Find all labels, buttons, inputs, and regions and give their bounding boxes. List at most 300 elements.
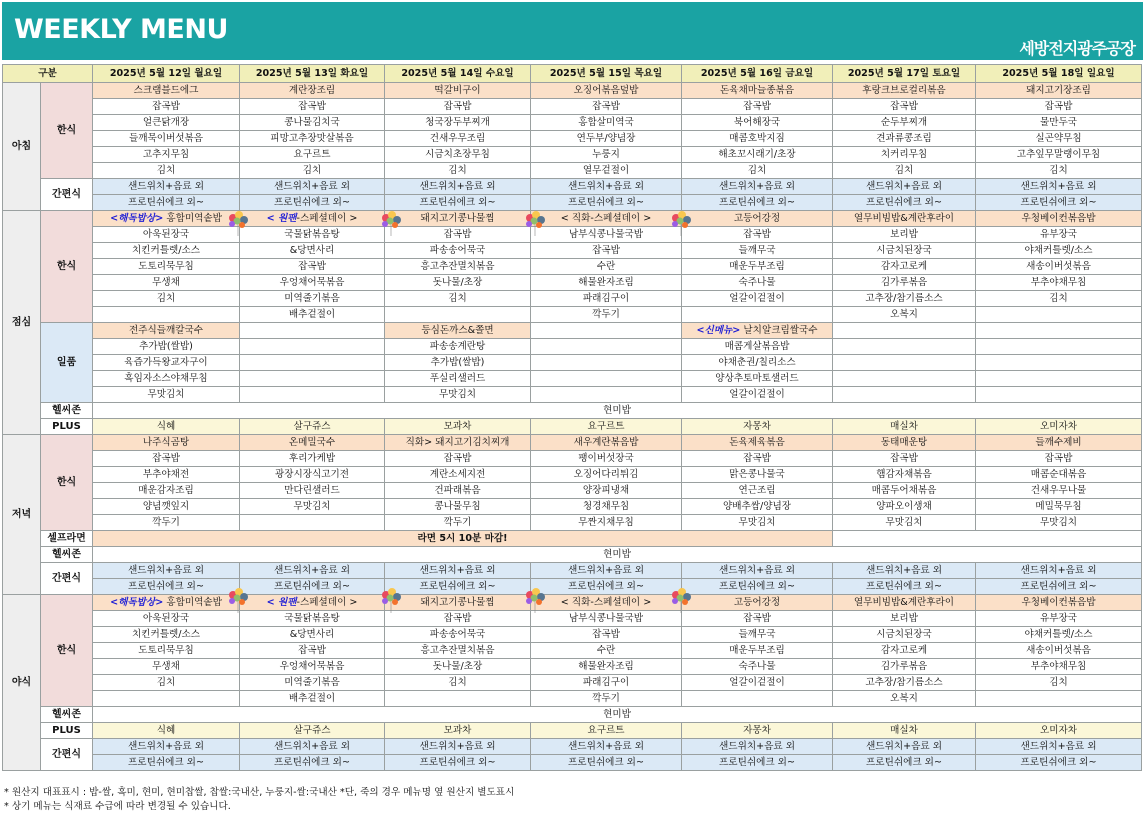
side-dish: 홍합살미역국 (531, 115, 682, 131)
main-dish: 직화> 돼지고기김치찌개 (385, 435, 531, 451)
dinner-snack-row (3, 579, 1142, 595)
side-dish: 후리가케밥 (240, 451, 385, 467)
sub-label-korean: 한식 (41, 83, 93, 179)
side-dish: 만다린샐러드 (240, 483, 385, 499)
side-dish: 얼큰닭개장 (93, 115, 240, 131)
day-header: 2025년 5월 15일 목요일 (531, 65, 682, 83)
side-dish: 매운두부조림 (682, 643, 833, 659)
meal-label-dinner: 저녁 (3, 435, 41, 595)
side-dish: 피망고추장맛살볶음 (240, 131, 385, 147)
lunch-ilpum-head-row (3, 323, 1142, 339)
side-dish: 감자고로케 (833, 259, 976, 275)
main-dish: 들깨수제비 (976, 435, 1142, 451)
sub-label-ilpum: 일품 (41, 323, 93, 403)
side-dish: 무맛김치 (240, 499, 385, 515)
balloon-bunch-icon (378, 587, 404, 613)
side-dish: 치커리무침 (833, 147, 976, 163)
health-item: 현미밥 (93, 707, 1142, 723)
side-dish (531, 355, 682, 371)
side-dish: 수란 (531, 259, 682, 275)
main-dish: 나주식곰탕 (93, 435, 240, 451)
side-dish: 잡곡밥 (531, 627, 682, 643)
sub-label-health: 헬씨존 (41, 547, 93, 563)
side-dish: 김가루볶음 (833, 275, 976, 291)
menu-item-text: 우청베이컨볶음밥 (1021, 213, 1096, 224)
page-title: WEEKLY MENU (14, 14, 228, 45)
side-dish: 청국장두부찌개 (385, 115, 531, 131)
side-dish: 시금치된장국 (833, 627, 976, 643)
side-dish (93, 691, 240, 707)
side-dish: 흥고추잔멸치볶음 (385, 643, 531, 659)
plus-item: 식혜 (93, 419, 240, 435)
lunch-ilpum-row (3, 371, 1142, 387)
side-dish: 무맛김치 (385, 387, 531, 403)
side-dish: 김치 (833, 163, 976, 179)
night-health-row (3, 707, 1142, 723)
side-dish: 잡곡밥 (682, 99, 833, 115)
side-dish: 야채춘권/칠리소스 (682, 355, 833, 371)
side-dish: 새송이버섯볶음 (976, 259, 1142, 275)
plus-item: 식혜 (93, 723, 240, 739)
menu-tag: <신메뉴> (696, 325, 741, 336)
menu-item-text: 등심돈까스&쫄면 (421, 325, 494, 336)
meal-label-breakfast: 아침 (3, 83, 41, 211)
lunch-ilpum-row (3, 339, 1142, 355)
snack-item: 샌드위치+음료 외 (385, 179, 531, 195)
side-dish: 매콤두어채볶음 (833, 483, 976, 499)
main-dish (240, 595, 385, 611)
column-label: 구분 (3, 65, 93, 83)
side-dish: 무맛김치 (976, 515, 1142, 531)
snack-item: 샌드위치+음료 외 (240, 739, 385, 755)
sub-label-health: 헬씨존 (41, 707, 93, 723)
sub-label-korean: 한식 (41, 595, 93, 707)
night-plus-row (3, 723, 1142, 739)
side-dish: 연근조림 (682, 483, 833, 499)
snack-item: 샌드위치+음료 외 (531, 179, 682, 195)
main-dish (385, 211, 531, 227)
side-dish: 열무겉절이 (531, 163, 682, 179)
main-dish: 오징어볶음덮밥 (531, 83, 682, 99)
side-dish: 잡곡밥 (240, 259, 385, 275)
side-dish: 돗나물/초장 (385, 659, 531, 675)
side-dish: 잡곡밥 (240, 643, 385, 659)
snack-item: 샌드위치+음료 외 (682, 739, 833, 755)
side-dish: 오복지 (833, 307, 976, 323)
ilpum-dish (976, 323, 1142, 339)
side-dish: 잡곡밥 (240, 99, 385, 115)
side-dish: 실곤약무침 (976, 131, 1142, 147)
side-dish: 깍두기 (385, 515, 531, 531)
main-dish: 돈육채마늘종볶음 (682, 83, 833, 99)
snack-item: 프로틴쉬에크 외~ (833, 755, 976, 771)
side-dish: 건새우무나물 (976, 483, 1142, 499)
side-dish: 아욱된장국 (93, 611, 240, 627)
side-dish: 고추지무침 (93, 147, 240, 163)
side-dish: 잡곡밥 (385, 451, 531, 467)
snack-item: 프로틴쉬에크 외~ (833, 579, 976, 595)
side-dish: 매운감자조림 (93, 483, 240, 499)
lunch-row (3, 291, 1142, 307)
main-dish: 돼지고기장조림 (976, 83, 1142, 99)
side-dish: 배추겉절이 (240, 307, 385, 323)
side-dish: 돗나물/초장 (385, 275, 531, 291)
side-dish: 건새우무조림 (385, 131, 531, 147)
main-dish (833, 211, 976, 227)
night-snack-row (3, 755, 1142, 771)
night-row (3, 627, 1142, 643)
sub-label-plus: PLUS (41, 723, 93, 739)
snack-item: 프로틴쉬에크 외~ (93, 579, 240, 595)
weekly-menu-table (2, 64, 1142, 771)
side-dish: 야채커틀렛/소스 (976, 243, 1142, 259)
side-dish: 푸실리샐러드 (385, 371, 531, 387)
balloon-bunch-icon (225, 587, 251, 613)
side-dish: 시금치초장무침 (385, 147, 531, 163)
plus-item: 자몽차 (682, 723, 833, 739)
sub-label-health: 헬씨존 (41, 403, 93, 419)
side-dish: 유부장국 (976, 227, 1142, 243)
side-dish: 해물완자조림 (531, 275, 682, 291)
snack-item: 샌드위치+음료 외 (240, 179, 385, 195)
side-dish: 김치 (976, 291, 1142, 307)
dinner-head-row (3, 435, 1142, 451)
main-dish: 떡갈비구이 (385, 83, 531, 99)
snack-item: 샌드위치+음료 외 (833, 179, 976, 195)
side-dish: 잡곡밥 (385, 227, 531, 243)
side-dish: 남부식콩나물국밥 (531, 227, 682, 243)
side-dish: 오복지 (833, 691, 976, 707)
sub-label-snack: 간편식 (41, 563, 93, 595)
side-dish: 파래김구이 (531, 291, 682, 307)
ilpum-dish (93, 323, 240, 339)
meal-label-lunch: 점심 (3, 211, 41, 435)
snack-item: 샌드위치+음료 외 (833, 563, 976, 579)
side-dish: 김치 (93, 675, 240, 691)
side-dish: 우엉채어묵볶음 (240, 659, 385, 675)
side-dish: 추가밥(쌀밥) (385, 355, 531, 371)
breakfast-row (3, 147, 1142, 163)
dinner-snack-row (3, 563, 1142, 579)
sub-label-snack: 간편식 (41, 179, 93, 211)
breakfast-row (3, 163, 1142, 179)
side-dish: 치킨커틀렛/소스 (93, 243, 240, 259)
side-dish: 흥고추잔멸치볶음 (385, 259, 531, 275)
side-dish: 고추장/참기름소스 (833, 675, 976, 691)
day-header: 2025년 5월 17일 토요일 (833, 65, 976, 83)
side-dish: 김가루볶음 (833, 659, 976, 675)
side-dish: 들깨무국 (682, 627, 833, 643)
snack-item: 샌드위치+음료 외 (93, 179, 240, 195)
balloon-bunch-icon (522, 587, 548, 613)
main-dish (93, 595, 240, 611)
sub-label-korean: 한식 (41, 211, 93, 323)
lunch-row (3, 243, 1142, 259)
side-dish (833, 387, 976, 403)
plus-item: 살구쥬스 (240, 419, 385, 435)
breakfast-row (3, 131, 1142, 147)
plus-item: 살구쥬스 (240, 723, 385, 739)
side-dish: 연두부/양념장 (531, 131, 682, 147)
plus-item: 모과차 (385, 419, 531, 435)
side-dish: 치킨커틀렛/소스 (93, 627, 240, 643)
side-dish: 양장피냉채 (531, 483, 682, 499)
main-dish (93, 211, 240, 227)
side-dish: 깍두기 (93, 515, 240, 531)
side-dish: 잡곡밥 (385, 99, 531, 115)
side-dish: 들깨묵이버섯볶음 (93, 131, 240, 147)
side-dish (240, 371, 385, 387)
side-dish: 북어해장국 (682, 115, 833, 131)
side-dish: 부추야채무침 (976, 275, 1142, 291)
snack-item: 샌드위치+음료 외 (682, 179, 833, 195)
side-dish: 순두부찌개 (833, 115, 976, 131)
side-dish (833, 371, 976, 387)
snack-item: 샌드위치+음료 외 (93, 563, 240, 579)
sub-label-plus: PLUS (41, 419, 93, 435)
dinner-row (3, 515, 1142, 531)
night-row (3, 611, 1142, 627)
side-dish: 숙주나물 (682, 659, 833, 675)
side-dish: 김치 (240, 163, 385, 179)
snack-item: 샌드위치+음료 외 (531, 563, 682, 579)
side-dish: 김치 (385, 163, 531, 179)
side-dish: 잡곡밥 (682, 227, 833, 243)
breakfast-snack-row (3, 179, 1142, 195)
side-dish (976, 387, 1142, 403)
menu-item-text: -스페셜데이 > (296, 213, 358, 224)
side-dish: 부추야채전 (93, 467, 240, 483)
side-dish: 잡곡밥 (976, 451, 1142, 467)
side-dish (682, 691, 833, 707)
snack-item: 샌드위치+음료 외 (385, 739, 531, 755)
side-dish: 잡곡밥 (833, 99, 976, 115)
side-dish: 수란 (531, 643, 682, 659)
main-dish (531, 211, 682, 227)
side-dish: 얼갈이겉절이 (682, 291, 833, 307)
side-dish: 콩나물무침 (385, 499, 531, 515)
plus-item: 오미자차 (976, 419, 1142, 435)
health-item: 현미밥 (93, 547, 1142, 563)
side-dish: 추가밥(쌀밥) (93, 339, 240, 355)
snack-item: 프로틴쉬에크 외~ (93, 195, 240, 211)
menu-item-text: 고등어강정 (733, 213, 781, 224)
menu-item-text: 날치알크림쌀국수 (740, 325, 818, 336)
night-row (3, 643, 1142, 659)
page-header (2, 2, 1143, 60)
snack-item: 프로틴쉬에크 외~ (976, 755, 1142, 771)
side-dish: 미역줄기볶음 (240, 675, 385, 691)
side-dish: 도토리묵무침 (93, 259, 240, 275)
dinner-ramyeon-row (3, 531, 1142, 547)
night-row (3, 659, 1142, 675)
side-dish: 깍두기 (531, 691, 682, 707)
snack-item: 프로틴쉬에크 외~ (240, 579, 385, 595)
side-dish: 매운두부조림 (682, 259, 833, 275)
snack-item: 프로틴쉬에크 외~ (531, 195, 682, 211)
sub-label-korean: 한식 (41, 435, 93, 531)
snack-item: 샌드위치+음료 외 (976, 179, 1142, 195)
side-dish: 아욱된장국 (93, 227, 240, 243)
main-dish: 스크램블드에그 (93, 83, 240, 99)
snack-item: 샌드위치+음료 외 (385, 563, 531, 579)
side-dish: 양상추토마토샐러드 (682, 371, 833, 387)
side-dish: 물만두국 (976, 115, 1142, 131)
side-dish (976, 355, 1142, 371)
side-dish: 배추겉절이 (240, 691, 385, 707)
side-dish: 김치 (93, 291, 240, 307)
side-dish: 도토리묵무침 (93, 643, 240, 659)
side-dish: 김치 (976, 163, 1142, 179)
night-row (3, 675, 1142, 691)
menu-item-text: 돼지고기콩나물찜 (420, 213, 495, 224)
menu-item-text: 돼지고기콩나물찜 (420, 597, 495, 608)
main-dish (682, 595, 833, 611)
balloon-bunch-icon (668, 587, 694, 613)
sub-label-snack: 간편식 (41, 739, 93, 771)
menu-tag: < 원팬 (266, 213, 297, 224)
snack-item: 샌드위치+음료 외 (976, 563, 1142, 579)
plus-item: 요구르트 (531, 419, 682, 435)
main-dish (833, 595, 976, 611)
side-dish (976, 691, 1142, 707)
side-dish: 숙주나물 (682, 275, 833, 291)
menu-item-text: 우청베이컨볶음밥 (1021, 597, 1096, 608)
lunch-row (3, 275, 1142, 291)
breakfast-snack-row (3, 195, 1142, 211)
main-dish: 새우계란볶음밥 (531, 435, 682, 451)
side-dish: 팽이버섯장국 (531, 451, 682, 467)
dinner-row (3, 499, 1142, 515)
side-dish: 남부식콩나물국밥 (531, 611, 682, 627)
side-dish (240, 355, 385, 371)
lunch-ilpum-row (3, 355, 1142, 371)
side-dish: 파송송계란탕 (385, 339, 531, 355)
menu-item-text: < 직화-스페셜데이 > (560, 597, 652, 608)
empty-cell (833, 531, 1142, 547)
side-dish: 청경채무침 (531, 499, 682, 515)
plus-item: 자몽차 (682, 419, 833, 435)
side-dish: 김치 (976, 675, 1142, 691)
lunch-head-row (3, 211, 1142, 227)
lunch-row (3, 227, 1142, 243)
side-dish: 매콤게살볶음밥 (682, 339, 833, 355)
side-dish (240, 339, 385, 355)
side-dish: 잡곡밥 (682, 611, 833, 627)
side-dish: 매콤호박지짐 (682, 131, 833, 147)
side-dish: 시금치된장국 (833, 243, 976, 259)
night-head-row (3, 595, 1142, 611)
side-dish: 잡곡밥 (93, 451, 240, 467)
dinner-row (3, 467, 1142, 483)
menu-item-text: -스페셜데이 > (296, 597, 358, 608)
ilpum-dish (531, 323, 682, 339)
side-dish: 국물닭볶음탕 (240, 227, 385, 243)
side-dish: 들깨무국 (682, 243, 833, 259)
plus-item: 매실차 (833, 419, 976, 435)
side-dish: 새송이버섯볶음 (976, 643, 1142, 659)
snack-item: 프로틴쉬에크 외~ (682, 755, 833, 771)
side-dish: 유부장국 (976, 611, 1142, 627)
plus-item: 매실차 (833, 723, 976, 739)
side-dish: 무생채 (93, 275, 240, 291)
side-dish: 잡곡밥 (531, 99, 682, 115)
side-dish: 잡곡밥 (682, 451, 833, 467)
balloon-bunch-icon (378, 210, 404, 236)
side-dish: 보리밥 (833, 227, 976, 243)
side-dish: 김치 (385, 291, 531, 307)
menu-item-text: 열무비빔밥&계란후라이 (853, 213, 955, 224)
day-header: 2025년 5월 13일 화요일 (240, 65, 385, 83)
snack-item: 프로틴쉬에크 외~ (385, 579, 531, 595)
snack-item: 프로틴쉬에크 외~ (240, 195, 385, 211)
side-dish (833, 355, 976, 371)
side-dish: 잡곡밥 (833, 451, 976, 467)
side-dish: 잡곡밥 (385, 611, 531, 627)
side-dish: 파송송어묵국 (385, 627, 531, 643)
side-dish (531, 371, 682, 387)
side-dish (833, 339, 976, 355)
side-dish: 무생채 (93, 659, 240, 675)
side-dish: 얼갈이겉절이 (682, 675, 833, 691)
menu-tag: <해독밥상> (110, 213, 164, 224)
side-dish: 메밀묵무침 (976, 499, 1142, 515)
side-dish (240, 515, 385, 531)
day-header: 2025년 5월 18일 일요일 (976, 65, 1142, 83)
ilpum-dish (833, 323, 976, 339)
day-header: 2025년 5월 12일 월요일 (93, 65, 240, 83)
side-dish: &당면사리 (240, 627, 385, 643)
side-dish: 고추잎무말랭이무침 (976, 147, 1142, 163)
breakfast-row (3, 115, 1142, 131)
snack-item: 프로틴쉬에크 외~ (976, 579, 1142, 595)
plus-item: 오미자차 (976, 723, 1142, 739)
ilpum-dish (682, 323, 833, 339)
balloon-bunch-icon (225, 210, 251, 236)
side-dish: &당면사리 (240, 243, 385, 259)
balloon-bunch-icon (668, 210, 694, 236)
snack-item: 샌드위치+음료 외 (531, 739, 682, 755)
meal-label-night: 야식 (3, 595, 41, 771)
main-dish: 온메밀국수 (240, 435, 385, 451)
side-dish: 무맛김치 (93, 387, 240, 403)
side-dish (976, 307, 1142, 323)
side-dish: 육즙가득왕교자구이 (93, 355, 240, 371)
side-dish: 흑임자소스야채무침 (93, 371, 240, 387)
side-dish: 잡곡밥 (976, 99, 1142, 115)
plus-item: 요구르트 (531, 723, 682, 739)
side-dish: 잡곡밥 (93, 99, 240, 115)
side-dish: 야채커틀렛/소스 (976, 627, 1142, 643)
menu-item-text: < 직화-스페셜데이 > (560, 213, 652, 224)
snack-item: 프로틴쉬에크 외~ (833, 195, 976, 211)
brand-logo-text: 세방전지광주공장 (1019, 39, 1135, 58)
table-header-row (3, 65, 1142, 83)
balloon-bunch-icon (522, 210, 548, 236)
menu-item-text: 홍합미역솥밥 (163, 597, 222, 608)
side-dish: 부추야채무침 (976, 659, 1142, 675)
main-dish (240, 211, 385, 227)
sub-label-selframyeon: 셀프라면 (41, 531, 93, 547)
side-dish: 계란소세지전 (385, 467, 531, 483)
side-dish: 무맛김치 (833, 515, 976, 531)
footer-note-origin: * 원산지 대표표시 : 밥-쌀, 흑미, 현미, 현미찹쌀, 찹쌀:국내산, 누룽지-쌀:국내산 *단, 죽의 경우 메뉴명 옆 원산지 별도표시 (4, 787, 515, 798)
menu-tag: <해독밥상> (110, 597, 164, 608)
side-dish: 햄감자채볶음 (833, 467, 976, 483)
snack-item: 프로틴쉬에크 외~ (531, 755, 682, 771)
side-dish (976, 339, 1142, 355)
snack-item: 프로틴쉬에크 외~ (976, 195, 1142, 211)
